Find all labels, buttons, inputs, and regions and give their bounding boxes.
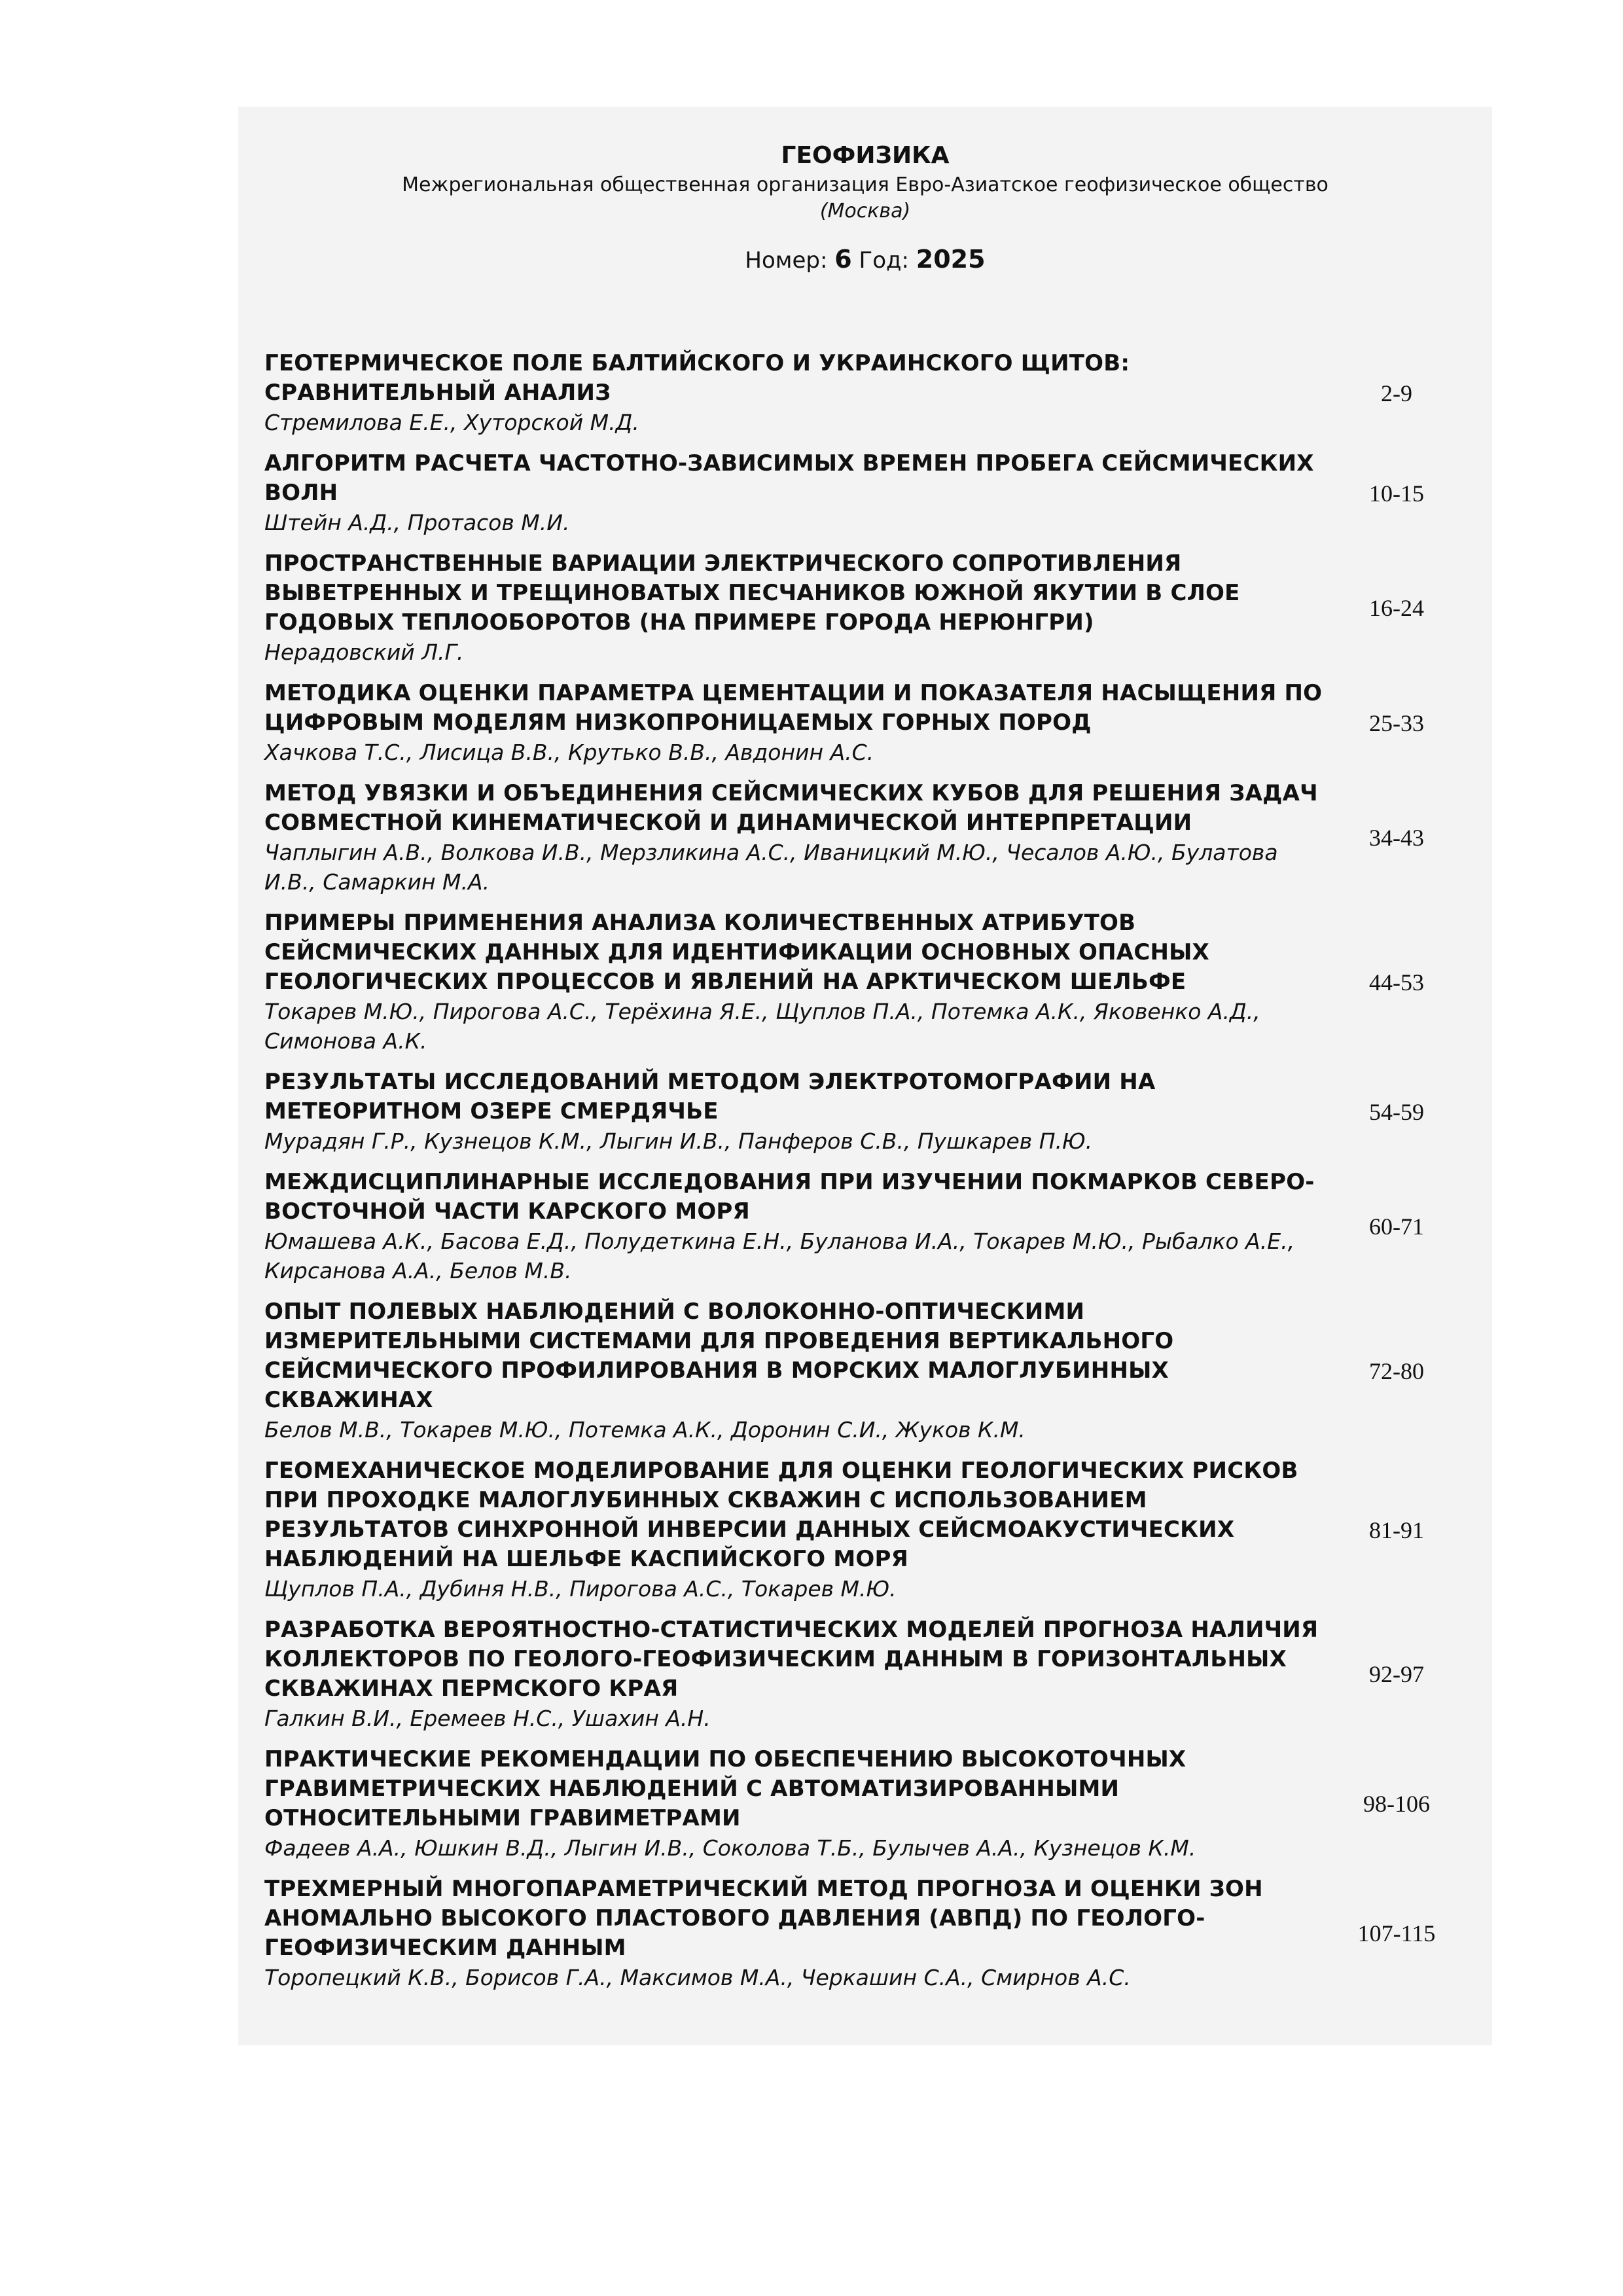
journal-header — [238, 139, 1492, 277]
article-authors: Мурадян Г.Р., Кузнецов К.М., Лыгин И.В., Панферов С.В., Пушкарев П.Ю. — [264, 1128, 1093, 1154]
article-title[interactable]: ТРЕХМЕРНЫЙ МНОГОПАРАМЕТРИЧЕСКИЙ МЕТОД ПРОГНОЗА И ОЦЕНКИ ЗОН АНОМАЛЬНО ВЫСОКОГО ПЛАСТОВОГО ДАВЛЕНИЯ (АВПД) ПО ГЕОЛОГО-ГЕОФИЗИЧЕСКИМ ДАННЫМ — [264, 1876, 1263, 1961]
article-entry[interactable] — [264, 1067, 1462, 1156]
article-entry[interactable] — [264, 908, 1462, 1056]
article-title[interactable]: МЕТОД УВЯЗКИ И ОБЪЕДИНЕНИЯ СЕЙСМИЧЕСКИХ КУБОВ ДЛЯ РЕШЕНИЯ ЗАДАЧ СОВМЕСТНОЙ КИНЕМАТИЧЕСКОЙ И ДИНАМИЧЕСКОЙ ИНТЕРПРЕТАЦИИ — [264, 780, 1318, 836]
article-text — [264, 1297, 1331, 1444]
article-text — [264, 679, 1331, 767]
article-title[interactable]: РЕЗУЛЬТАТЫ ИССЛЕДОВАНИЙ МЕТОДОМ ЭЛЕКТРОТОМОГРАФИИ НА МЕТЕОРИТНОМ ОЗЕРЕ СМЕРДЯЧЬЕ — [264, 1069, 1156, 1124]
article-authors: Юмашева А.К., Басова Е.Д., Полудеткина Е.Н., Буланова И.А., Токарев М.Ю., Рыбалко А.Е., Кирсанова А.А., Белов М.В. — [264, 1229, 1295, 1283]
table-of-contents — [264, 349, 1462, 2004]
article-title[interactable]: ПРОСТРАНСТВЕННЫЕ ВАРИАЦИИ ЭЛЕКТРИЧЕСКОГО СОПРОТИВЛЕНИЯ ВЫВЕТРЕННЫХ И ТРЕЩИНОВАТЫХ ПЕСЧАНИКОВ ЮЖНОЙ ЯКУТИИ В СЛОЕ ГОДОВЫХ ТЕПЛООБОРОТОВ (НА ПРИМЕРЕ ГОРОДА НЕРЮНГРИ) — [264, 550, 1240, 636]
article-text — [264, 1067, 1331, 1156]
year-label: Год: — [859, 247, 909, 274]
article-entry[interactable] — [264, 349, 1462, 437]
article-text — [264, 908, 1331, 1056]
contents-panel — [238, 107, 1492, 2045]
article-text — [264, 549, 1331, 667]
article-text — [264, 1874, 1331, 1992]
article-text — [264, 779, 1331, 897]
article-pages: 92-97 — [1369, 1661, 1424, 1687]
article-entry[interactable] — [264, 1615, 1462, 1733]
publisher-city: (Москва) — [819, 200, 911, 223]
article-authors: Щуплов П.А., Дубиня Н.В., Пирогова А.С., Токарев М.Ю. — [264, 1576, 897, 1602]
article-pages: 10-15 — [1369, 480, 1424, 507]
issue-info — [238, 243, 1492, 277]
article-pages: 107-115 — [1357, 1920, 1436, 1946]
article-pages: 44-53 — [1369, 969, 1424, 996]
article-authors: Стремилова Е.Е., Хуторской М.Д. — [264, 410, 639, 435]
article-entry[interactable] — [264, 449, 1462, 537]
article-entry[interactable] — [264, 1874, 1462, 1992]
article-authors: Торопецкий К.В., Борисов Г.А., Максимов М.А., Черкашин С.А., Смирнов А.С. — [264, 1965, 1131, 1990]
publisher-organization: Межрегиональная общественная организация Евро-Азиатское геофизическое общество — [402, 173, 1329, 196]
article-title[interactable]: АЛГОРИТМ РАСЧЕТА ЧАСТОТНО-ЗАВИСИМЫХ ВРЕМЕН ПРОБЕГА СЕЙСМИЧЕСКИХ ВОЛН — [264, 450, 1314, 506]
article-text — [264, 449, 1331, 537]
article-pages: 60-71 — [1369, 1213, 1424, 1240]
article-title[interactable]: МЕТОДИКА ОЦЕНКИ ПАРАМЕТРА ЦЕМЕНТАЦИИ И ПОКАЗАТЕЛЯ НАСЫЩЕНИЯ ПО ЦИФРОВЫМ МОДЕЛЯМ НИЗКОПРОНИЦАЕМЫХ ГОРНЫХ ПОРОД — [264, 680, 1323, 736]
article-entry[interactable] — [264, 679, 1462, 767]
article-authors: Токарев М.Ю., Пирогова А.С., Терёхина Я.Е., Щуплов П.А., Потемка А.К., Яковенко А.Д., Симонова А.К. — [264, 999, 1260, 1054]
article-pages: 72-80 — [1369, 1357, 1424, 1384]
article-authors: Галкин В.И., Еремеев Н.С., Ушахин А.Н. — [264, 1706, 711, 1731]
article-authors: Белов М.В., Токарев М.Ю., Потемка А.К., Доронин С.И., Жуков К.М. — [264, 1417, 1026, 1443]
issue-label: Номер: — [745, 247, 828, 274]
article-pages: 2-9 — [1381, 380, 1412, 406]
article-pages: 25-33 — [1369, 709, 1424, 736]
article-pages: 54-59 — [1369, 1098, 1424, 1125]
article-authors: Нерадовский Л.Г. — [264, 639, 464, 665]
article-title[interactable]: ГЕОМЕХАНИЧЕСКОЕ МОДЕЛИРОВАНИЕ ДЛЯ ОЦЕНКИ ГЕОЛОГИЧЕСКИХ РИСКОВ ПРИ ПРОХОДКЕ МАЛОГЛУБИННЫХ СКВАЖИН С ИСПОЛЬЗОВАНИЕМ РЕЗУЛЬТАТОВ СИНХРОННОЙ ИНВЕРСИИ ДАННЫХ СЕЙСМОАКУСТИЧЕСКИХ НАБЛЮДЕНИЙ НА ШЕЛЬФЕ КАСПИЙСКОГО МОРЯ — [264, 1458, 1298, 1572]
article-pages: 34-43 — [1369, 825, 1424, 851]
article-pages: 81-91 — [1369, 1516, 1424, 1543]
article-entry[interactable] — [264, 1456, 1462, 1604]
article-entry[interactable] — [264, 549, 1462, 667]
article-authors: Штейн А.Д., Протасов М.И. — [264, 510, 570, 535]
article-authors: Чаплыгин А.В., Волкова И.В., Мерзликина А.С., Иваницкий М.Ю., Чесалов А.Ю., Булатова И.В., Самаркин М.А. — [264, 840, 1278, 895]
article-entry[interactable] — [264, 1168, 1462, 1285]
article-text — [264, 1456, 1331, 1604]
article-entry[interactable] — [264, 779, 1462, 897]
article-authors: Хачкова Т.С., Лисица В.В., Крутько В.В., Авдонин А.С. — [264, 740, 874, 765]
article-title[interactable]: ПРАКТИЧЕСКИЕ РЕКОМЕНДАЦИИ ПО ОБЕСПЕЧЕНИЮ ВЫСОКОТОЧНЫХ ГРАВИМЕТРИЧЕСКИХ НАБЛЮДЕНИЙ С АВТОМАТИЗИРОВАННЫМИ ОТНОСИТЕЛЬНЫМИ ГРАВИМЕТРАМИ — [264, 1746, 1186, 1831]
article-entry[interactable] — [264, 1745, 1462, 1863]
issue-year: 2025 — [916, 245, 986, 274]
article-pages: 16-24 — [1369, 595, 1424, 621]
article-text — [264, 349, 1331, 437]
article-title[interactable]: ГЕОТЕРМИЧЕСКОЕ ПОЛЕ БАЛТИЙСКОГО И УКРАИНСКОГО ЩИТОВ: СРАВНИТЕЛЬНЫЙ АНАЛИЗ — [264, 350, 1130, 406]
article-title[interactable]: РАЗРАБОТКА ВЕРОЯТНОСТНО-СТАТИСТИЧЕСКИХ МОДЕЛЕЙ ПРОГНОЗА НАЛИЧИЯ КОЛЛЕКТОРОВ ПО ГЕОЛОГО-ГЕОФИЗИЧЕСКИМ ДАННЫМ В ГОРИЗОНТАЛЬНЫХ СКВАЖИНАХ ПЕРМСКОГО КРАЯ — [264, 1617, 1319, 1702]
article-title[interactable]: ОПЫТ ПОЛЕВЫХ НАБЛЮДЕНИЙ С ВОЛОКОННО-ОПТИЧЕСКИМИ ИЗМЕРИТЕЛЬНЫМИ СИСТЕМАМИ ДЛЯ ПРОВЕДЕНИЯ ВЕРТИКАЛЬНОГО СЕЙСМИЧЕСКОГО ПРОФИЛИРОВАНИЯ В МОРСКИХ МАЛОГЛУБИННЫХ СКВАЖИНАХ — [264, 1299, 1174, 1413]
article-title[interactable]: ПРИМЕРЫ ПРИМЕНЕНИЯ АНАЛИЗА КОЛИЧЕСТВЕННЫХ АТРИБУТОВ СЕЙСМИЧЕСКИХ ДАННЫХ ДЛЯ ИДЕНТИФИКАЦИИ ОСНОВНЫХ ОПАСНЫХ ГЕОЛОГИЧЕСКИХ ПРОЦЕССОВ И ЯВЛЕНИЙ НА АРКТИЧЕСКОМ ШЕЛЬФЕ — [264, 910, 1209, 995]
article-pages: 98-106 — [1363, 1791, 1430, 1817]
article-entry[interactable] — [264, 1297, 1462, 1444]
article-authors: Фадеев А.А., Юшкин В.Д., Лыгин И.В., Соколова Т.Б., Булычев А.А., Кузнецов К.М. — [264, 1835, 1196, 1861]
article-text — [264, 1615, 1331, 1733]
journal-title: ГЕОФИЗИКА — [781, 142, 950, 169]
article-text — [264, 1745, 1331, 1863]
issue-number: 6 — [834, 245, 852, 274]
article-title[interactable]: МЕЖДИСЦИПЛИНАРНЫЕ ИССЛЕДОВАНИЯ ПРИ ИЗУЧЕНИИ ПОКМАРКОВ СЕВЕРО-ВОСТОЧНОЙ ЧАСТИ КАРСКОГО МОРЯ — [264, 1169, 1315, 1225]
article-text — [264, 1168, 1331, 1285]
